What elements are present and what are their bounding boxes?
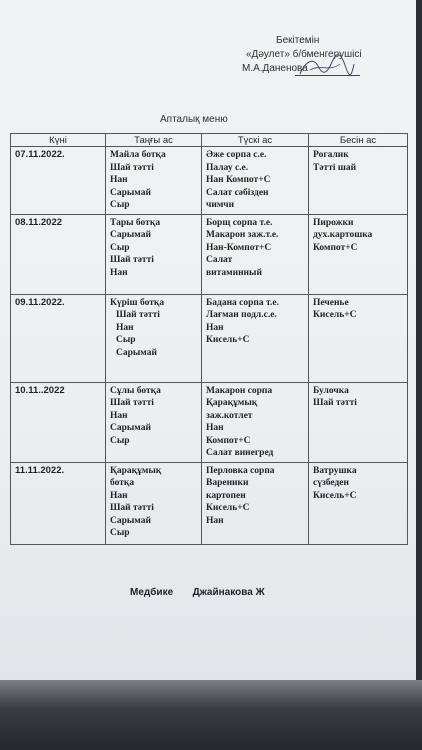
lunch-item: Лағман подл.с.е. [206, 310, 277, 320]
breakfast-item: Қарақұмық [110, 465, 162, 476]
lunch-cell [202, 462, 309, 544]
breakfast-item: Сарымай [110, 230, 151, 240]
lunch-item: Нан [206, 423, 224, 433]
lunch-item: Кисель+С [206, 335, 250, 345]
breakfast-cell [106, 214, 202, 294]
approval-title: Бекітемін [276, 35, 320, 46]
breakfast-item: Сыр [116, 335, 136, 345]
breakfast-item: ботқа [110, 478, 135, 488]
lunch-item: Борщ сорпа т.е. [206, 217, 273, 228]
footer-signature [130, 587, 265, 598]
breakfast-cell [106, 462, 202, 544]
column-header-lunch: Түскі ас [202, 134, 309, 147]
breakfast-item: Сыр [110, 528, 130, 538]
lunch-item: Салат сәбізден [206, 187, 269, 198]
snack-item: Компот+С [313, 242, 358, 253]
lunch-cell [202, 214, 309, 294]
approval-name: М.А.Даненова [242, 63, 308, 74]
snack-cell [309, 382, 408, 462]
table-row [11, 462, 408, 544]
breakfast-cell [106, 294, 202, 382]
breakfast-item: Нан [110, 410, 128, 421]
breakfast-item: Шай тәтті [110, 398, 154, 408]
lunch-item: Перловка сорпа [206, 465, 275, 476]
signature-line [295, 75, 360, 76]
lunch-item: Нан [206, 515, 224, 526]
snack-item: сүзбеден [313, 478, 349, 488]
approval-organization: «Дәулет» б/бменгерушісі [246, 49, 362, 60]
breakfast-cell [106, 382, 202, 462]
breakfast-cell [106, 147, 202, 215]
weekly-menu-table [10, 133, 408, 545]
approval-name-line [240, 62, 410, 76]
snack-cell [309, 294, 408, 382]
snack-item: Шай тәтті [313, 398, 357, 408]
date-cell: 10.11..2022 [11, 382, 106, 462]
breakfast-item: Нан [110, 490, 128, 501]
lunch-item: Макарон заж.т.е. [206, 230, 279, 240]
table-row [11, 294, 408, 382]
breakfast-item: Сыр [110, 200, 130, 210]
lunch-cell [202, 382, 309, 462]
breakfast-item: Күріш ботқа [110, 297, 165, 308]
snack-item: Тәтті шай [313, 162, 357, 173]
lunch-item: картопен [206, 490, 246, 501]
lunch-item: Кисель+С [206, 503, 250, 513]
snack-item: Ватрушка [313, 465, 357, 476]
lunch-item: Салат [206, 255, 233, 265]
lunch-item: заж.котлет [206, 410, 253, 421]
lunch-item: Нан [206, 322, 224, 333]
breakfast-item: Майла ботқа [110, 150, 166, 160]
breakfast-item: Сыр [110, 435, 130, 446]
snack-item: Булочка [313, 385, 349, 396]
lunch-item: Макарон сорпа [206, 385, 273, 396]
lunch-item: Палау с.е. [206, 162, 249, 173]
table-row [11, 147, 408, 215]
breakfast-item: Сарымай [110, 187, 151, 198]
signature-icon [296, 52, 356, 82]
lunch-item: Салат винегред [206, 448, 274, 458]
lunch-cell [202, 294, 309, 382]
lunch-item: Қарақұмық [206, 398, 258, 408]
breakfast-item: Шай тәтті [116, 310, 160, 320]
table-row [11, 382, 408, 462]
snack-cell [309, 147, 408, 215]
lunch-item: Әже сорпа с.е. [206, 150, 267, 160]
breakfast-item: Шай тәтті [110, 255, 154, 265]
lunch-item: Компот+С [206, 435, 251, 446]
breakfast-item: Тары ботқа [110, 217, 161, 228]
lunch-item: чимчи [206, 200, 235, 210]
column-header-snack: Бесін ас [309, 134, 408, 147]
approval-block [240, 34, 410, 76]
snack-item: Печенье [313, 297, 349, 308]
date-cell: 09.11.2022. [11, 294, 106, 382]
lunch-item: витаминный [206, 267, 262, 278]
breakfast-item: Нан [110, 175, 128, 185]
snack-item: Пирожки [313, 217, 354, 228]
menu-title: Апталық меню [160, 114, 228, 125]
breakfast-item: Шай тәтті [110, 162, 154, 173]
date-cell: 11.11.2022. [11, 462, 106, 544]
snack-item: Кисель+С [313, 310, 357, 320]
breakfast-item: Нан [110, 267, 128, 278]
date-cell: 08.11.2022 [11, 214, 106, 294]
lunch-cell [202, 147, 309, 215]
lunch-item: Нан-Компот+С [206, 242, 272, 253]
snack-item: Кисель+С [313, 490, 357, 501]
lunch-item: Вареники [206, 478, 249, 488]
snack-cell [309, 462, 408, 544]
background-surface [0, 680, 422, 750]
footer-name: Джайнакова Ж [192, 587, 265, 598]
snack-cell [309, 214, 408, 294]
lunch-item: Бадана сорпа т.е. [206, 297, 279, 308]
snack-item: Рогалик [313, 150, 349, 160]
lunch-item: Нан Компот+С [206, 175, 271, 185]
column-header-date: Күні [11, 134, 106, 147]
table-row [11, 214, 408, 294]
date-cell: 07.11.2022. [11, 147, 106, 215]
breakfast-item: Сыр [110, 242, 130, 253]
breakfast-item: Шай тәтті [110, 503, 154, 513]
breakfast-item: Сарымай [110, 423, 151, 433]
snack-item: дух.картошка [313, 230, 373, 240]
breakfast-item: Сұлы ботқа [110, 385, 161, 396]
column-header-breakfast: Таңғы ас [106, 134, 202, 147]
breakfast-item: Сарымай [116, 347, 157, 358]
footer-role: Медбике [130, 587, 174, 598]
breakfast-item: Сарымай [110, 515, 151, 526]
table-header-row [11, 134, 408, 147]
breakfast-item: Нан [116, 322, 134, 333]
